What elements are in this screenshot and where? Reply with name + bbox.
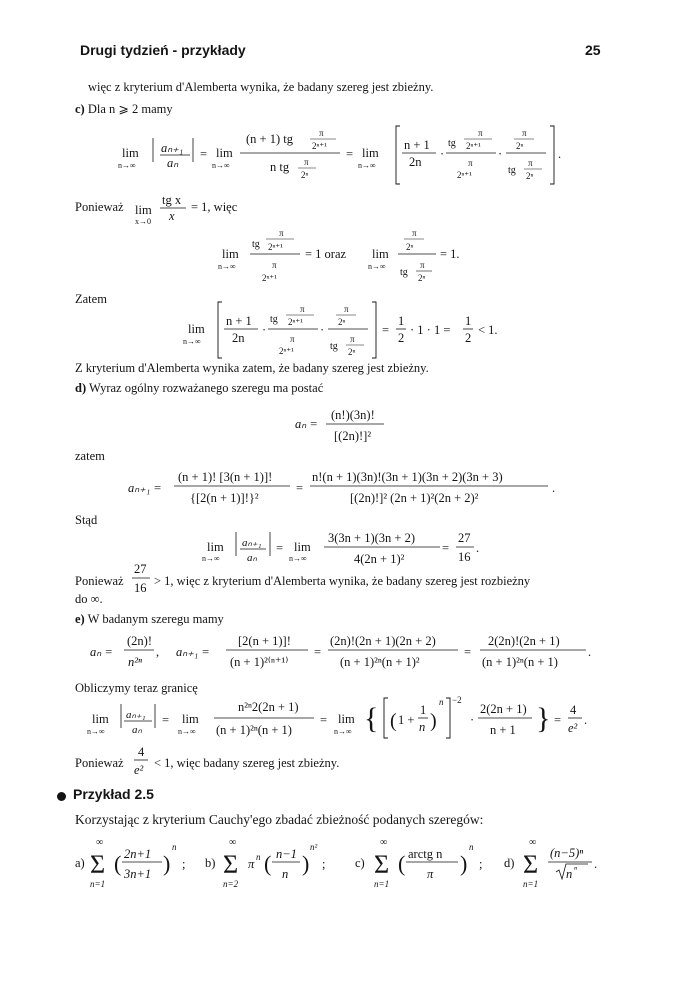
fraction-numerator: 1 [398,314,405,328]
series-label: a) [75,856,85,870]
tangent-label: tg [270,314,278,325]
exponent: n [256,852,261,862]
series-label: d) [504,856,515,870]
lim-operator: lim [188,322,205,336]
equals-sign: = [442,541,450,555]
power-2n1: 2ⁿ⁺¹ [268,242,283,252]
equals-sign: = [346,147,354,161]
pi-symbol: π [522,128,527,138]
pi-symbol: π [350,334,355,344]
part-e-intro [75,612,224,627]
tangent-label: tg [400,267,408,278]
power-2n: 2ⁿ [348,347,356,357]
lim-operator: lim [294,540,311,554]
one-plus: 1 + [398,713,415,727]
pi-symbol: π [319,128,324,138]
part-label: c) [75,102,85,116]
sum-upper-limit: ∞ [229,837,237,848]
ratio-denominator: aₙ [247,552,257,564]
power-2n1: 2ⁿ⁺¹ [466,141,481,151]
fraction-denominator: e² [134,763,144,777]
period: . [584,713,588,727]
paren-open: ( [398,851,406,876]
period: . [476,541,480,555]
lim-operator: lim [207,540,224,554]
equals-one-and: = 1 oraz [305,247,347,261]
equals-sign: = [296,481,304,495]
zatem-label-2: zatem [75,449,105,463]
fraction-denominator: n [566,867,573,881]
fraction-numerator: 3(3n + 1)(3n + 2) [328,531,415,545]
sigma-symbol: Σ [523,850,539,879]
part-d-intro [75,381,323,396]
lim-subscript: n→∞ [118,161,136,170]
part-label: e) [75,612,85,626]
series-label: c) [355,856,365,870]
separator: ; [479,857,483,871]
example-title: Przykład 2.5 [73,786,154,802]
lim-operator: lim [222,247,239,261]
period: . [558,147,562,161]
exponent-minus-two: −2 [452,695,462,705]
running-header-title: Drugi tydzień - przykłady [80,42,246,58]
lim-subscript: n→∞ [358,161,376,170]
equals-sign: = [320,713,328,727]
pi-symbol: π [304,157,309,167]
power-2n: 2ⁿ [526,171,534,181]
fraction-denominator: x [169,209,175,223]
fraction-denominator: 2 [398,331,405,345]
power-2n: 2ⁿ [301,170,309,180]
fraction-numerator: [2(n + 1)]! [238,634,291,648]
equals-sign: = [554,713,562,727]
fraction-denominator: n [419,720,426,734]
fraction-numerator: 1 [465,314,472,328]
example-bullet [57,792,66,801]
pi-symbol: π [272,260,277,270]
zatem-label: Zatem [75,292,107,306]
sigma-symbol: Σ [223,850,239,879]
poniewaz-text-3a: Ponieważ [75,756,124,770]
brace-close: } [536,702,551,735]
equation-lhs: aₙ = [295,417,318,431]
fraction-numerator: 2(2n)!(2n + 1) [488,634,560,648]
paren-close: ) [460,851,468,876]
period: . [594,857,598,871]
lim-subscript: n→∞ [212,161,230,170]
equals-sign: = [464,645,472,659]
fraction-denominator: 2n [232,331,245,345]
fraction-numerator: (n!)(3n)! [331,408,375,422]
lim-subscript: n→∞ [218,262,236,271]
equals-sign: = [276,541,284,555]
sum-lower-limit: n=1 [374,879,390,889]
fraction-denominator: [(2n)!]² (2n + 1)²(2n + 2)² [350,491,479,505]
power-2n: 2ⁿ [338,317,346,327]
lim-subscript: n→∞ [202,554,220,563]
power-2n1: 2ⁿ⁺¹ [457,170,472,180]
fraction-numerator: n−1 [276,847,297,861]
poniewaz-text-2a: Ponieważ [75,574,124,588]
lim-operator: lim [182,712,199,726]
sigma-symbol: Σ [374,850,390,879]
result-denominator: e² [568,721,578,735]
comma: , [156,645,160,659]
fraction-numerator: 2n+1 [124,847,152,861]
fraction-numerator: 1 [420,703,427,717]
to-infinity: do ∞. [75,592,103,606]
paragraph-conclusion-b: więc z kryterium d'Alemberta wynika, że badany szereg jest zbieżny. [88,80,434,94]
obliczymy-text: Obliczymy teraz granicę [75,681,198,695]
pi-symbol: π [420,260,425,270]
fraction-denominator: 2 [465,331,472,345]
poniewaz-text-1a: Ponieważ [75,200,124,214]
ratio-numerator: aₙ₊₁ [242,537,262,549]
lim-operator: lim [362,146,379,160]
sum-lower-limit: n=1 [523,879,539,889]
tangent-label: tg [508,165,516,176]
paren-close: ) [163,851,171,876]
pi-symbol: π [248,857,255,871]
equation-lhs: aₙ₊₁ = [128,481,162,495]
separator: ; [322,857,326,871]
fraction-denominator: (n + 1)²ⁿ(n + 1) [482,655,558,669]
pi-symbol: π [412,228,417,238]
fraction-denominator: {[2(n + 1)]!}² [190,491,259,505]
fraction-numerator: arctg n [408,847,443,861]
fraction-numerator: (2n)! [127,634,152,648]
power-2n1: 2ⁿ⁺¹ [312,141,327,151]
fraction-denominator: n + 1 [490,723,516,737]
fraction-numerator: n²ⁿ2(2n + 1) [238,700,299,714]
ratio-numerator: aₙ₊₁ [161,141,184,155]
paren-open: ( [264,851,272,876]
lim-subscript: n→∞ [87,727,105,736]
fraction-denominator: (n + 1)²ⁿ(n + 1) [216,723,292,737]
fraction-denominator: n [282,867,289,881]
poniewaz-text-3b: < 1, więc badany szereg jest zbieżny. [154,756,340,770]
sum-upper-limit: ∞ [96,837,104,848]
fraction-denominator: 16 [134,581,147,595]
pi-symbol: π [478,128,483,138]
lim-operator: lim [122,146,139,160]
power-2n: 2ⁿ [516,141,524,151]
dot-operator: · [320,323,325,337]
less-than-one: < 1. [478,323,498,337]
fraction-denominator: n²ⁿ [128,655,142,669]
pi-symbol: π [344,304,349,314]
result-numerator: 4 [570,703,577,717]
fraction-numerator: 2(2n + 1) [480,702,527,716]
stad-label: Stąd [75,513,98,527]
tangent-label: tg [252,239,260,250]
fraction-denominator: 4(2n + 1)² [354,552,405,566]
dot-operator: · [262,323,267,337]
pi-symbol: π [468,158,473,168]
pi-symbol: π [528,158,533,168]
power-2n1: 2ⁿ⁺¹ [288,317,303,327]
result-denominator: 16 [458,550,471,564]
fraction-numerator: (n + 1)! [3(n + 1)]! [178,470,273,484]
lim-subscript: n→∞ [178,727,196,736]
example-task: Korzystając z kryterium Cauchy'ego zbadać zbieżność podanych szeregów: [75,812,484,827]
conclusion-c: Z kryterium d'Alemberta wynika zatem, że badany szereg jest zbieżny. [75,361,429,375]
paren-open: ( [390,710,397,732]
fraction-numerator: (2n)!(2n + 1)(2n + 2) [330,634,436,648]
lim-subscript: n→∞ [289,554,307,563]
paren-close: ) [430,710,437,732]
exponent: n [469,842,474,852]
lim-operator: lim [372,247,389,261]
power-2n: 2ⁿ [406,242,414,252]
lim-subscript: n→∞ [334,727,352,736]
brace-open: { [364,702,379,735]
sum-lower-limit: n=2 [223,879,239,889]
power-2n1: 2ⁿ⁺¹ [279,346,294,356]
period: . [552,481,556,495]
lim-subscript: n→∞ [183,337,201,346]
fraction-numerator: n + 1 [226,314,252,328]
equation-lhs: aₙ₊₁ = [176,645,210,659]
period: . [588,645,592,659]
power-2n1: 2ⁿ⁺¹ [262,273,277,283]
pi-symbol: π [279,228,284,238]
lim-operator: lim [135,203,152,217]
exponent: ⁿ [574,864,577,874]
fraction-denominator: [(2n)!]² [334,429,372,443]
paren-open: ( [114,851,122,876]
fraction-denominator: (n + 1)²⁽ⁿ⁺¹⁾ [230,655,289,669]
equals-one-end: = 1. [440,247,460,261]
series-label: b) [205,856,216,870]
exponent: n² [310,842,318,852]
part-text: W badanym szeregu mamy [87,612,224,626]
paren-close: ) [302,851,310,876]
equals-sign: = [162,713,170,727]
sum-upper-limit: ∞ [380,837,388,848]
dot-operator: · [440,147,445,161]
exponent-n: n [439,697,444,707]
fraction-numerator: n!(n + 1)(3n)!(3n + 1)(3n + 2)(3n + 3) [312,470,503,484]
lim-subscript: x→0 [135,217,151,226]
lim-subscript: n→∞ [368,262,386,271]
fraction-denominator: π [427,867,434,881]
dot-operator: · [498,147,503,161]
tangent-label: tg [330,341,338,352]
pi-symbol: π [290,334,295,344]
part-text: Dla n ⩾ 2 mamy [87,102,173,116]
separator: ; [182,857,186,871]
fraction-denominator: (n + 1)²ⁿ(n + 1)² [340,655,420,669]
ratio-numerator: aₙ₊₁ [126,709,146,721]
product-equals: · 1 · 1 = [410,323,451,337]
poniewaz-text-1b: = 1, więc [191,200,238,214]
ratio-denominator: aₙ [132,724,142,736]
fraction-numerator: tg x [162,193,182,207]
lim-operator: lim [338,712,355,726]
pi-symbol: π [300,304,305,314]
fraction-numerator: 4 [138,745,145,759]
fraction-numerator-text: (n + 1) tg [246,132,293,146]
page-number: 25 [585,42,601,58]
sum-lower-limit: n=1 [90,879,106,889]
equals-sign: = [200,147,208,161]
part-text: Wyraz ogólny rozważanego szeregu ma postać [89,381,324,395]
equals-sign: = [314,645,322,659]
power-2n: 2ⁿ [418,273,426,283]
fraction-numerator: (n−5)ⁿ [550,846,584,860]
sum-upper-limit: ∞ [529,837,537,848]
equals-sign: = [382,323,390,337]
fraction-numerator: 27 [134,562,147,576]
lim-operator: lim [216,146,233,160]
lim-operator: lim [92,712,109,726]
fraction-denominator-text: n tg [270,160,290,174]
part-c-intro [75,101,173,117]
equation-lhs: aₙ = [90,645,113,659]
fraction-numerator: n + 1 [404,138,430,152]
ratio-denominator: aₙ [167,156,179,170]
part-label: d) [75,381,87,395]
poniewaz-text-2b: > 1, więc z kryterium d'Alemberta wynika, że badany szereg jest rozbieżny [154,574,531,588]
fraction-denominator: 2n [409,155,422,169]
sigma-symbol: Σ [90,850,106,879]
dot-operator: · [470,713,475,727]
fraction-denominator: 3n+1 [124,867,152,881]
tangent-label: tg [448,138,456,149]
result-numerator: 27 [458,531,471,545]
exponent: n [172,842,177,852]
